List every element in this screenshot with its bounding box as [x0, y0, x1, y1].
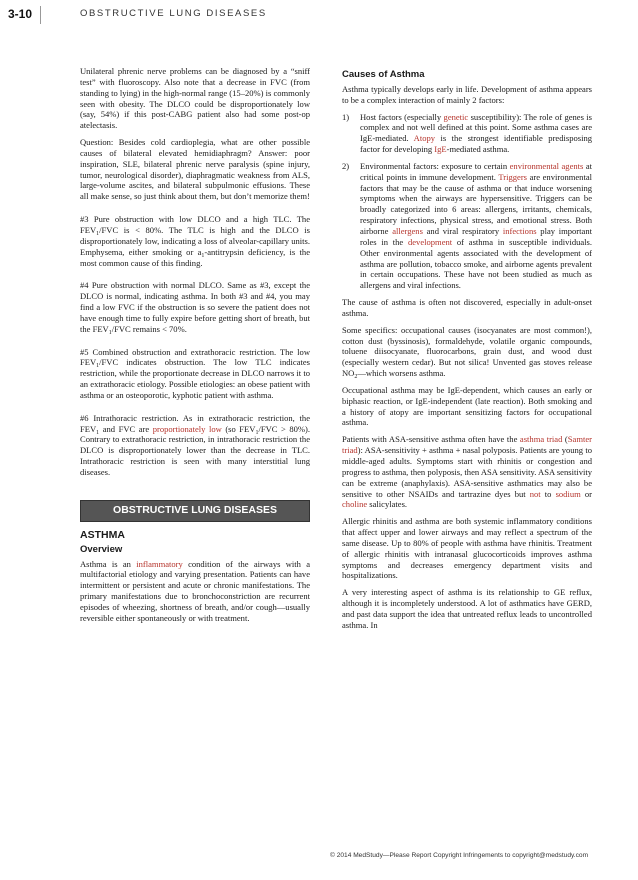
- list-item-environmental-factors: 2) Environmental factors: exposure to certain environmental agents at critical points in immune development. Triggers are environmental factors that may be the cause of asthma or that induce worsening symptoms when the airways are hypersensitive. Triggers can be broadly categorized into 6 areas: allergens, irritants, chemicals, respiratory infections, physical stress, and emotional stress. Both airborne allergens and viral respiratory infections play important roles in the development of asthma in susceptible individuals. Other environmental agents associated with the development of asthma are pollution, tobacco smoke, and airborne agents prevalent in certain occupations. These have not been studied as much as allergens and viral infections.: [342, 160, 593, 291]
- paragraph-case-6: #6 Intrathoracic restriction. As in extrathoracic restriction, the $FEV_1$ and FVC are proportionately low (so $FEV_1$/FVC > 80%). Contrary to extrathoracic restriction, in intrathoracic restriction the DLCO is disproportionately lower than the decrease in TLC. Intrathoracic restriction is seen with many interstitial lung diseases.: [80, 412, 310, 477]
- paragraph-phrenic: Unilateral phrenic nerve problems can be diagnosed by a “sniff test” with fluoroscopy. Also note that a decrease in FVC (from standing to lying) in the high-normal range (15–20%) is commonly seen with obesity. The DLCO could be disproportionately low (say, 54%) if this post-CABG patient also had some post-op atelectasis.: [80, 66, 311, 131]
- page-header: [0, 0, 638, 30]
- paragraph-case-4: #4 Pure obstruction with normal DLCO. Same as #3, except the DLCO is normal, indicating asthma. In both #3 and #4, you may find a low FVC if the obstruction is so severe the patient does not have enough time to fully expire before getting short of breath, but the $FEV_1$/FVC remains < 70%.: [80, 280, 310, 336]
- paragraph-cause-unknown: The cause of asthma is often not discovered, especially in adult-onset asthma.: [342, 297, 592, 318]
- paragraph-asa-sensitive: Patients with ASA-sensitive asthma often have the asthma triad (Samter triad): ASA-sensitivity + asthma + nasal polyposis. Patients are young to middle-aged adults. Symptoms start with rhinitis or congestion and progress to asthma, then polyposis, then ASA sensitivity. ASA sensitivity can be extreme (anaphylaxis). ASA-sensitive asthmatics may also be sensitive to other NSAIDs and tartrazine dyes but not to sodium or choline salicylates.: [342, 434, 592, 510]
- page-number: 3-10: [8, 7, 33, 21]
- paragraph-question: Question: Besides cold cardioplegia, what are other possible causes of bilateral elevated hemidiaphragm? Answer: poor inspiration, SLE, bilateral phrenic nerve paralysis (spine injury, tumor, neurological disorder), diaphragmatic weakness from ALS, large-volume ascites, and bilateral subpulmonic effusions. These all make sense, so just think about them, but don’t memorize them!: [80, 137, 310, 202]
- copyright-footer: © 2014 MedStudy—Please Report Copyright Infringements to copyright@medstudy.com: [330, 852, 589, 859]
- section-bar-obstructive: OBSTRUCTIVE LUNG DISEASES: [80, 500, 310, 522]
- paragraph-ge-reflux: A very interesting aspect of asthma is its relationship to GE reflux, although it is incompletely understood. A lot of asthmatics have GERD, and past data support the idea that untreated reflux leads to uncontrolled asthma. In: [342, 587, 592, 630]
- heading-causes: Causes of Asthma: [342, 69, 425, 80]
- header-divider: [40, 6, 41, 24]
- heading-overview: Overview: [80, 543, 123, 555]
- list-item-host-factors: 1) Host factors (especially genetic susceptibility): The role of genes is complex and not well defined at this point. Some asthma cases are IgE-mediated. Atopy is the strongest identifiable predisposing factor for developing IgE-mediated asthma.: [342, 111, 592, 155]
- paragraph-overview: Asthma is an inflammatory condition of the airways with a multifactorial etiology and varying presentation. Patients can have intermittent or persistent and acute or chronic manifestations. The primary manifestations due to bronchoconstriction are recurrent episodes of wheezing, shortness of breath, and/or cough—usually reversible either spontaneously or with treatment.: [80, 558, 310, 623]
- heading-asthma: ASTHMA: [80, 528, 125, 541]
- paragraph-specifics: Some specifics: occupational causes (isocyanates are most common!), cotton dust (byssinosis), formaldehyde, volatile organic compounds, toluene diisocyanate, fluorocarbons, grain dust, and wood dust (especially western cedar). But not silica! Unvented gas stoves release $NO_2—which$ worsens asthma.: [342, 324, 592, 381]
- right-column: [342, 66, 592, 637]
- paragraph-case-5: #5 Combined obstruction and extrathoracic restriction. The low $FEV_1$/FVC indicates obstruction. The low TLC indicates restriction, while the proportionate decrease in DLCO narrows it to an extrathoracic etiology. Possible etiologies: an obese patient with asthma or an osteoporotic, kyphotic patient with asthma.: [80, 346, 310, 400]
- paragraph-occupational: Occupational asthma may be IgE-dependent, which causes an early or biphasic reaction, or IgE-independent (late reaction). Both smoking and a history of atopy are important sensitizing factors for occupational asthma.: [342, 384, 592, 428]
- left-column: [80, 66, 310, 630]
- paragraph-case-3: #3 Pure obstruction with low DLCO and a high TLC. The $FEV_1$/FVC is < 80%. The TLC is high and the DLCO is disproportionately low, indicating a loss of alveolar-capillary units. Emphysema, either smoking or $a_1$-antitrypsin deficiency, is the most common cause of this finding.: [80, 214, 310, 268]
- paragraph-allergic-rhinitis: Allergic rhinitis and asthma are both systemic inflammatory conditions that affect upper and lower airways and may reflect a spectrum of the same disease. Up to 80% of people with asthma have rhinitis. Treatment of allergic rhinitis with intranasal glucocorticoids improves asthma symptoms and decreases emergency department visits and hospitalizations.: [342, 516, 592, 581]
- paragraph-causes-intro: Asthma typically develops early in life. Development of asthma appears to be a complex interaction of mainly 2 factors:: [342, 83, 592, 105]
- running-title: OBSTRUCTIVE LUNG DISEASES: [80, 8, 267, 19]
